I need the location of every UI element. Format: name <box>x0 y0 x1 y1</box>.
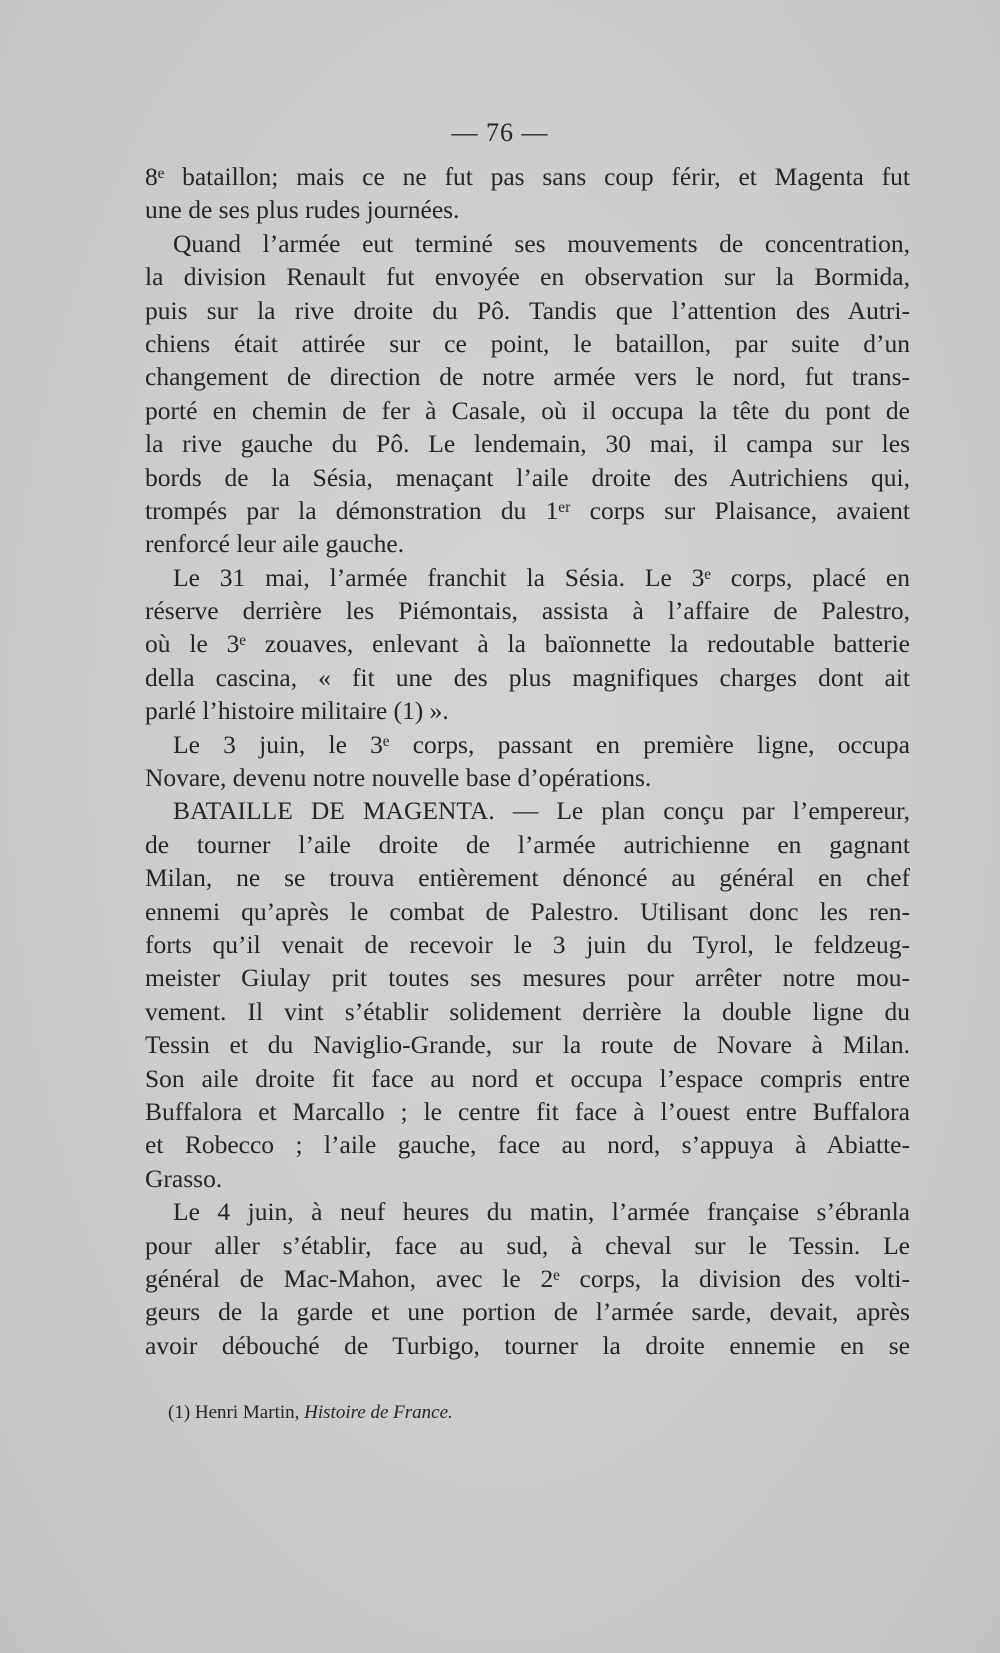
text-line: Le 4 juin, à neuf heures du matin, l’armée française s’ébranla <box>173 1197 910 1227</box>
text-line: Grasso. <box>145 1163 223 1193</box>
text-line: puis sur la rive droite du Pô. Tandis que l’attention des Autri- <box>145 295 910 325</box>
text-line: meister Giulay prit toutes ses mesures pour arrêter notre mou- <box>145 963 910 993</box>
text-line: Milan, ne se trouva entièrement dénoncé au général en chef <box>145 863 910 893</box>
text-line: renforcé leur aile gauche. <box>145 529 405 559</box>
text-line: parlé l’histoire militaire (1) ». <box>145 696 449 726</box>
text-line: geurs de la garde et une portion de l’armée sarde, devait, après <box>145 1297 910 1327</box>
text-line: réserve derrière les Piémontais, assista à l’affaire de Palestro, <box>145 596 910 626</box>
text-line: porté en chemin de fer à Casale, où il occupa la tête du pont de <box>145 395 910 425</box>
footnote-citation: (1) Henri Martin, <box>168 1402 305 1423</box>
body-text <box>145 160 910 1362</box>
text-line: bords de la Sésia, menaçant l’aile droite des Autrichiens qui, <box>145 462 910 492</box>
text-line: où le 3ᵉ zouaves, enlevant à la baïonnette la redoutable batterie <box>145 629 910 659</box>
text-line: avoir débouché de Turbigo, tourner la droite ennemie en se <box>145 1330 910 1360</box>
text-line: Tessin et du Naviglio-Grande, sur la route de Novare à Milan. <box>145 1030 910 1060</box>
text-line: pour aller s’établir, face au sud, à cheval sur le Tessin. Le <box>145 1230 910 1260</box>
text-line: la rive gauche du Pô. Le lendemain, 30 mai, il campa sur les <box>145 429 910 459</box>
text-line: BATAILLE DE MAGENTA. — Le plan conçu par l’empereur, <box>173 796 910 826</box>
text-line: 8ᵉ bataillon; mais ce ne fut pas sans coup férir, et Magenta fut <box>145 162 910 191</box>
footnote-work-title: Histoire de France. <box>304 1402 453 1423</box>
text-line: vement. Il vint s’établir solidement derrière la double ligne du <box>145 996 910 1026</box>
text-line: changement de direction de notre armée vers le nord, fut trans- <box>145 362 910 392</box>
text-line: Quand l’armée eut terminé ses mouvements de concentration, <box>173 228 910 258</box>
text-line: Le 3 juin, le 3ᵉ corps, passant en première ligne, occupa <box>173 729 910 759</box>
text-line: Novare, devenu notre nouvelle base d’opérations. <box>145 763 652 793</box>
text-line: Buffalora et Marcallo ; le centre fit face à l’ouest entre Buffalora <box>145 1096 910 1126</box>
text-line: forts qu’il venait de recevoir le 3 juin du Tyrol, le feldzeug- <box>145 929 910 959</box>
text-line: trompés par la démonstration du 1ᵉʳ corps sur Plaisance, avaient <box>145 495 910 525</box>
text-line: ennemi qu’après le combat de Palestro. Utilisant donc les ren- <box>145 896 910 926</box>
footnote <box>168 1402 453 1424</box>
text-line: della cascina, « fit une des plus magnifiques charges dont ait <box>145 662 910 692</box>
text-line: de tourner l’aile droite de l’armée autrichienne en gagnant <box>145 829 910 859</box>
page-number: — 76 — <box>451 118 549 147</box>
text-line: une de ses plus rudes journées. <box>145 195 460 225</box>
text-line: et Robecco ; l’aile gauche, face au nord, s’appuya à Abiatte- <box>145 1130 910 1160</box>
text-line: Son aile droite fit face au nord et occupa l’espace compris entre <box>145 1063 910 1093</box>
text-line: général de Mac-Mahon, avec le 2ᵉ corps, la division des volti- <box>145 1263 910 1293</box>
text-line: Le 31 mai, l’armée franchit la Sésia. Le 3ᵉ corps, placé en <box>173 562 910 592</box>
text-line: chiens était attirée sur ce point, le bataillon, par suite d’un <box>145 328 910 358</box>
text-line: la division Renault fut envoyée en observation sur la Bormida, <box>145 262 910 292</box>
